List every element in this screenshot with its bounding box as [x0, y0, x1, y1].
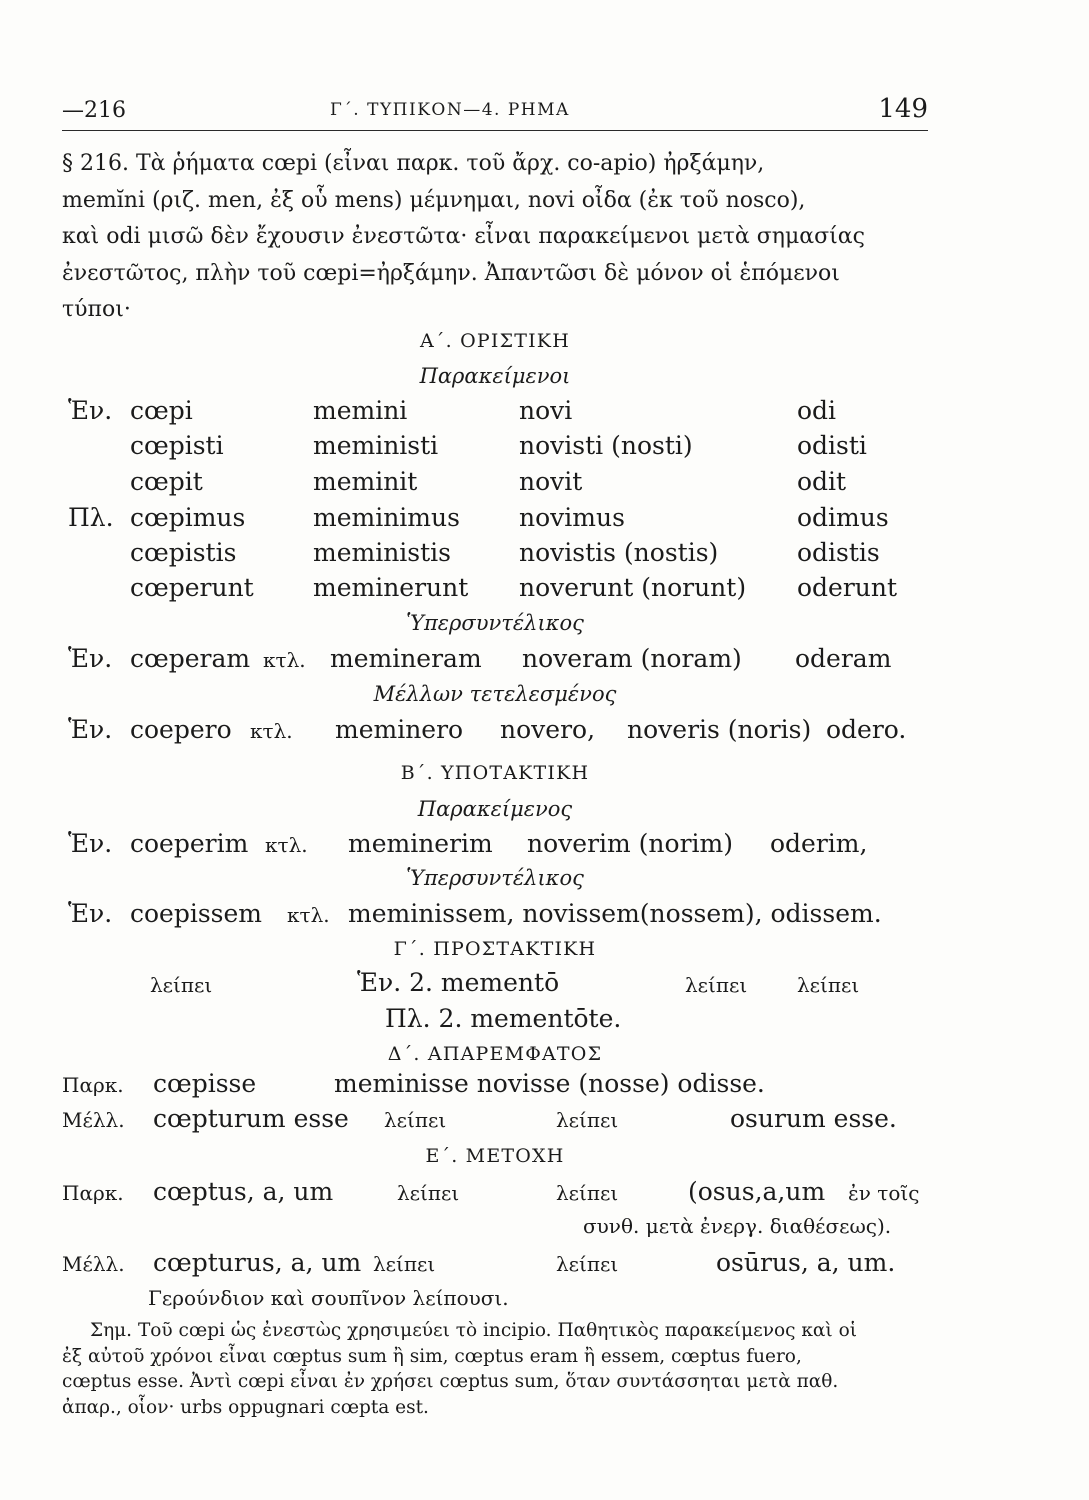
form-memini: meminerunt	[313, 573, 469, 602]
running-header	[62, 94, 928, 128]
intro-line: memĭni (ριζ. men, ἐξ οὗ mens) μέμνημαι, novi οἶδα (ἐκ τοῦ nosco),	[62, 187, 806, 213]
form-coepi: cœpturus, a, um	[153, 1248, 362, 1277]
footnote-line: cœptus esse. Ἀντὶ cœpi εἶναι ἐν χρήσει cœptus sum, ὅταν συντάσσηται μετὰ παθ.	[62, 1371, 839, 1392]
form-coepi: cœpit	[130, 467, 203, 496]
missing-form: λείπει	[556, 1252, 619, 1276]
missing-form: λείπει	[384, 1108, 447, 1132]
form-memini: meminero	[335, 715, 464, 744]
forms-perfect-infinitive: meminisse novisse (nosse) odisse.	[334, 1069, 765, 1098]
header-title: Γ΄. ΤΥΠΙΚΟΝ—4. ΡΗΜΑ	[330, 100, 570, 120]
subheading-perfect: Παρακείμενος	[417, 797, 573, 821]
intro-paragraph	[62, 146, 928, 329]
form-novi: noverim (norim)	[527, 829, 733, 858]
form-coepi: coeperim	[130, 829, 249, 858]
form-coepi: coepissem	[130, 899, 263, 928]
form-coepi: cœpturum esse	[153, 1104, 349, 1133]
page-number: 149	[878, 94, 928, 124]
number-label: Ἑν.	[68, 644, 113, 673]
missing-form: λείπει	[150, 973, 213, 997]
form-coepi: cœpisti	[130, 431, 224, 460]
number-label: Ἑν.	[68, 396, 113, 425]
tense-label: Μέλλ.	[62, 1252, 125, 1276]
form-coepi: cœperam	[130, 644, 251, 673]
missing-form: λείπει	[556, 1108, 619, 1132]
form-memini: memini	[313, 396, 408, 425]
missing-form: λείπει	[685, 973, 748, 997]
form-novi: novisti (nosti)	[519, 431, 693, 460]
form-novi: novero,	[500, 715, 596, 744]
etc-abbrev: κτλ.	[287, 903, 330, 927]
form-memini: meministis	[313, 538, 452, 567]
number-label: Ἑν.	[68, 899, 113, 928]
form-novi: novimus	[519, 503, 625, 532]
intro-line: § 216. Τὰ ῥήματα cœpi (εἶναι παρκ. τοῦ ἄρχ. co-apio) ἠρξάμην,	[62, 151, 765, 176]
etc-abbrev: κτλ.	[265, 833, 308, 857]
intro-line: καὶ odi μισῶ δὲν ἔχουσιν ἐνεστῶτα· εἶναι παρακείμενοι μετὰ σημασίας	[62, 224, 865, 249]
form-odi: osurum esse.	[730, 1104, 897, 1133]
form-coepi: cœpisse	[153, 1069, 257, 1098]
tense-label: Παρκ.	[62, 1073, 124, 1097]
number-label: Ἑν.	[68, 829, 113, 858]
form-odi: (osus,a,um	[688, 1177, 826, 1206]
footnote	[62, 1318, 928, 1420]
tense-label: Μέλλ.	[62, 1108, 125, 1132]
form-odi: oderam	[795, 644, 892, 673]
form-coepi: coepero	[130, 715, 232, 744]
form-odi-note: ἐν τοῖς	[848, 1181, 920, 1205]
form-odi: odimus	[797, 503, 889, 532]
form-novi-alt: noveris (noris)	[627, 715, 812, 744]
form-odi-note: συνθ. μετὰ ἐνεργ. διαθέσεως).	[583, 1214, 892, 1238]
form-novi: novistis (nostis)	[519, 538, 719, 567]
form-odi: odistis	[797, 538, 880, 567]
form-coepi: cœperunt	[130, 573, 254, 602]
form-memini: meminerim	[348, 829, 493, 858]
form-coepi: cœpimus	[130, 503, 246, 532]
section-title-subjunctive: Β΄. ΥΠΟΤΑΚΤΙΚΗ	[400, 762, 590, 784]
footnote-line: Σημ. Τοῦ cœpi ὡς ἐνεστὼς χρησιμεύει τὸ incipio. Παθητικὸς παρακείμενος καὶ οἱ	[90, 1320, 857, 1341]
footnote-line: ἐξ αὐτοῦ χρόνοι εἶναι cœptus sum ἢ sim, cœptus eram ἢ essem, cœptus fuero,	[62, 1345, 802, 1367]
tense-label: Παρκ.	[62, 1181, 124, 1205]
form-odi: odero.	[826, 715, 907, 744]
missing-form: λείπει	[797, 973, 860, 997]
form-odi: oderim,	[770, 829, 868, 858]
subheading-perfect: Παρακείμενοι	[419, 364, 571, 388]
form-memini: meminit	[313, 467, 418, 496]
form-odi: odisti	[797, 431, 867, 460]
missing-form: λείπει	[373, 1252, 436, 1276]
intro-line: τύποι·	[62, 297, 131, 322]
header-left: —216	[62, 98, 126, 123]
form-odi: odi	[797, 396, 837, 425]
form-coepi: cœptus, a, um	[153, 1177, 334, 1206]
form-coepi: cœpistis	[130, 538, 237, 567]
intro-line: ἐνεστῶτος, πλὴν τοῦ cœpi=ἠρξάμην. Ἀπαντῶσι δὲ μόνον οἱ ἑπόμενοι	[62, 260, 840, 286]
subheading-pluperfect: Ὑπερσυντέλικος	[406, 866, 584, 890]
missing-form: λείπει	[397, 1181, 460, 1205]
missing-form: λείπει	[556, 1181, 619, 1205]
form-novi: noveram (noram)	[522, 644, 742, 673]
footnote-line: ἀπαρ., οἷον· urbs oppugnari cœpta est.	[62, 1396, 429, 1418]
imperative-singular: Ἑν. 2. mementō	[357, 968, 560, 997]
etc-abbrev: κτλ.	[263, 648, 306, 672]
etc-abbrev: κτλ.	[250, 719, 293, 743]
subheading-future-perfect: Μέλλων τετελεσμένος	[373, 682, 617, 706]
form-memini: meministi	[313, 431, 439, 460]
section-title-participle: Ε΄. ΜΕΤΟΧΗ	[425, 1145, 565, 1167]
form-odi: oderunt	[797, 573, 898, 602]
section-title-infinitive: Δ΄. ΑΠΑΡΕΜΦΑΤΟΣ	[387, 1043, 603, 1065]
number-label: Ἑν.	[68, 715, 113, 744]
form-memini: meminimus	[313, 503, 460, 532]
form-memini: memineram	[330, 644, 482, 673]
number-label: Πλ.	[68, 503, 114, 532]
form-odi: osūrus, a, um.	[716, 1248, 896, 1277]
section-title-imperative: Γ΄. ΠΡΟΣΤΑΚΤΙΚΗ	[393, 938, 597, 960]
form-odi: odit	[797, 467, 847, 496]
form-novi: novi	[519, 396, 573, 425]
section-title-indicative: Α΄. ΟΡΙΣΤΙΚΗ	[420, 330, 570, 352]
form-novi: noverunt (norunt)	[519, 573, 747, 602]
header-rule	[62, 130, 928, 131]
imperative-plural: Πλ. 2. mementōte.	[385, 1004, 622, 1033]
gerund-note: Γερούνδιον καὶ σουπῖνον λείπουσι.	[148, 1286, 509, 1310]
forms-pluperfect-subj: meminissem, novissem(nossem), odissem.	[348, 899, 882, 928]
form-coepi: cœpi	[130, 396, 193, 425]
subheading-pluperfect: Ὑπερσυντέλικος	[406, 611, 584, 635]
form-novi: novit	[519, 467, 583, 496]
